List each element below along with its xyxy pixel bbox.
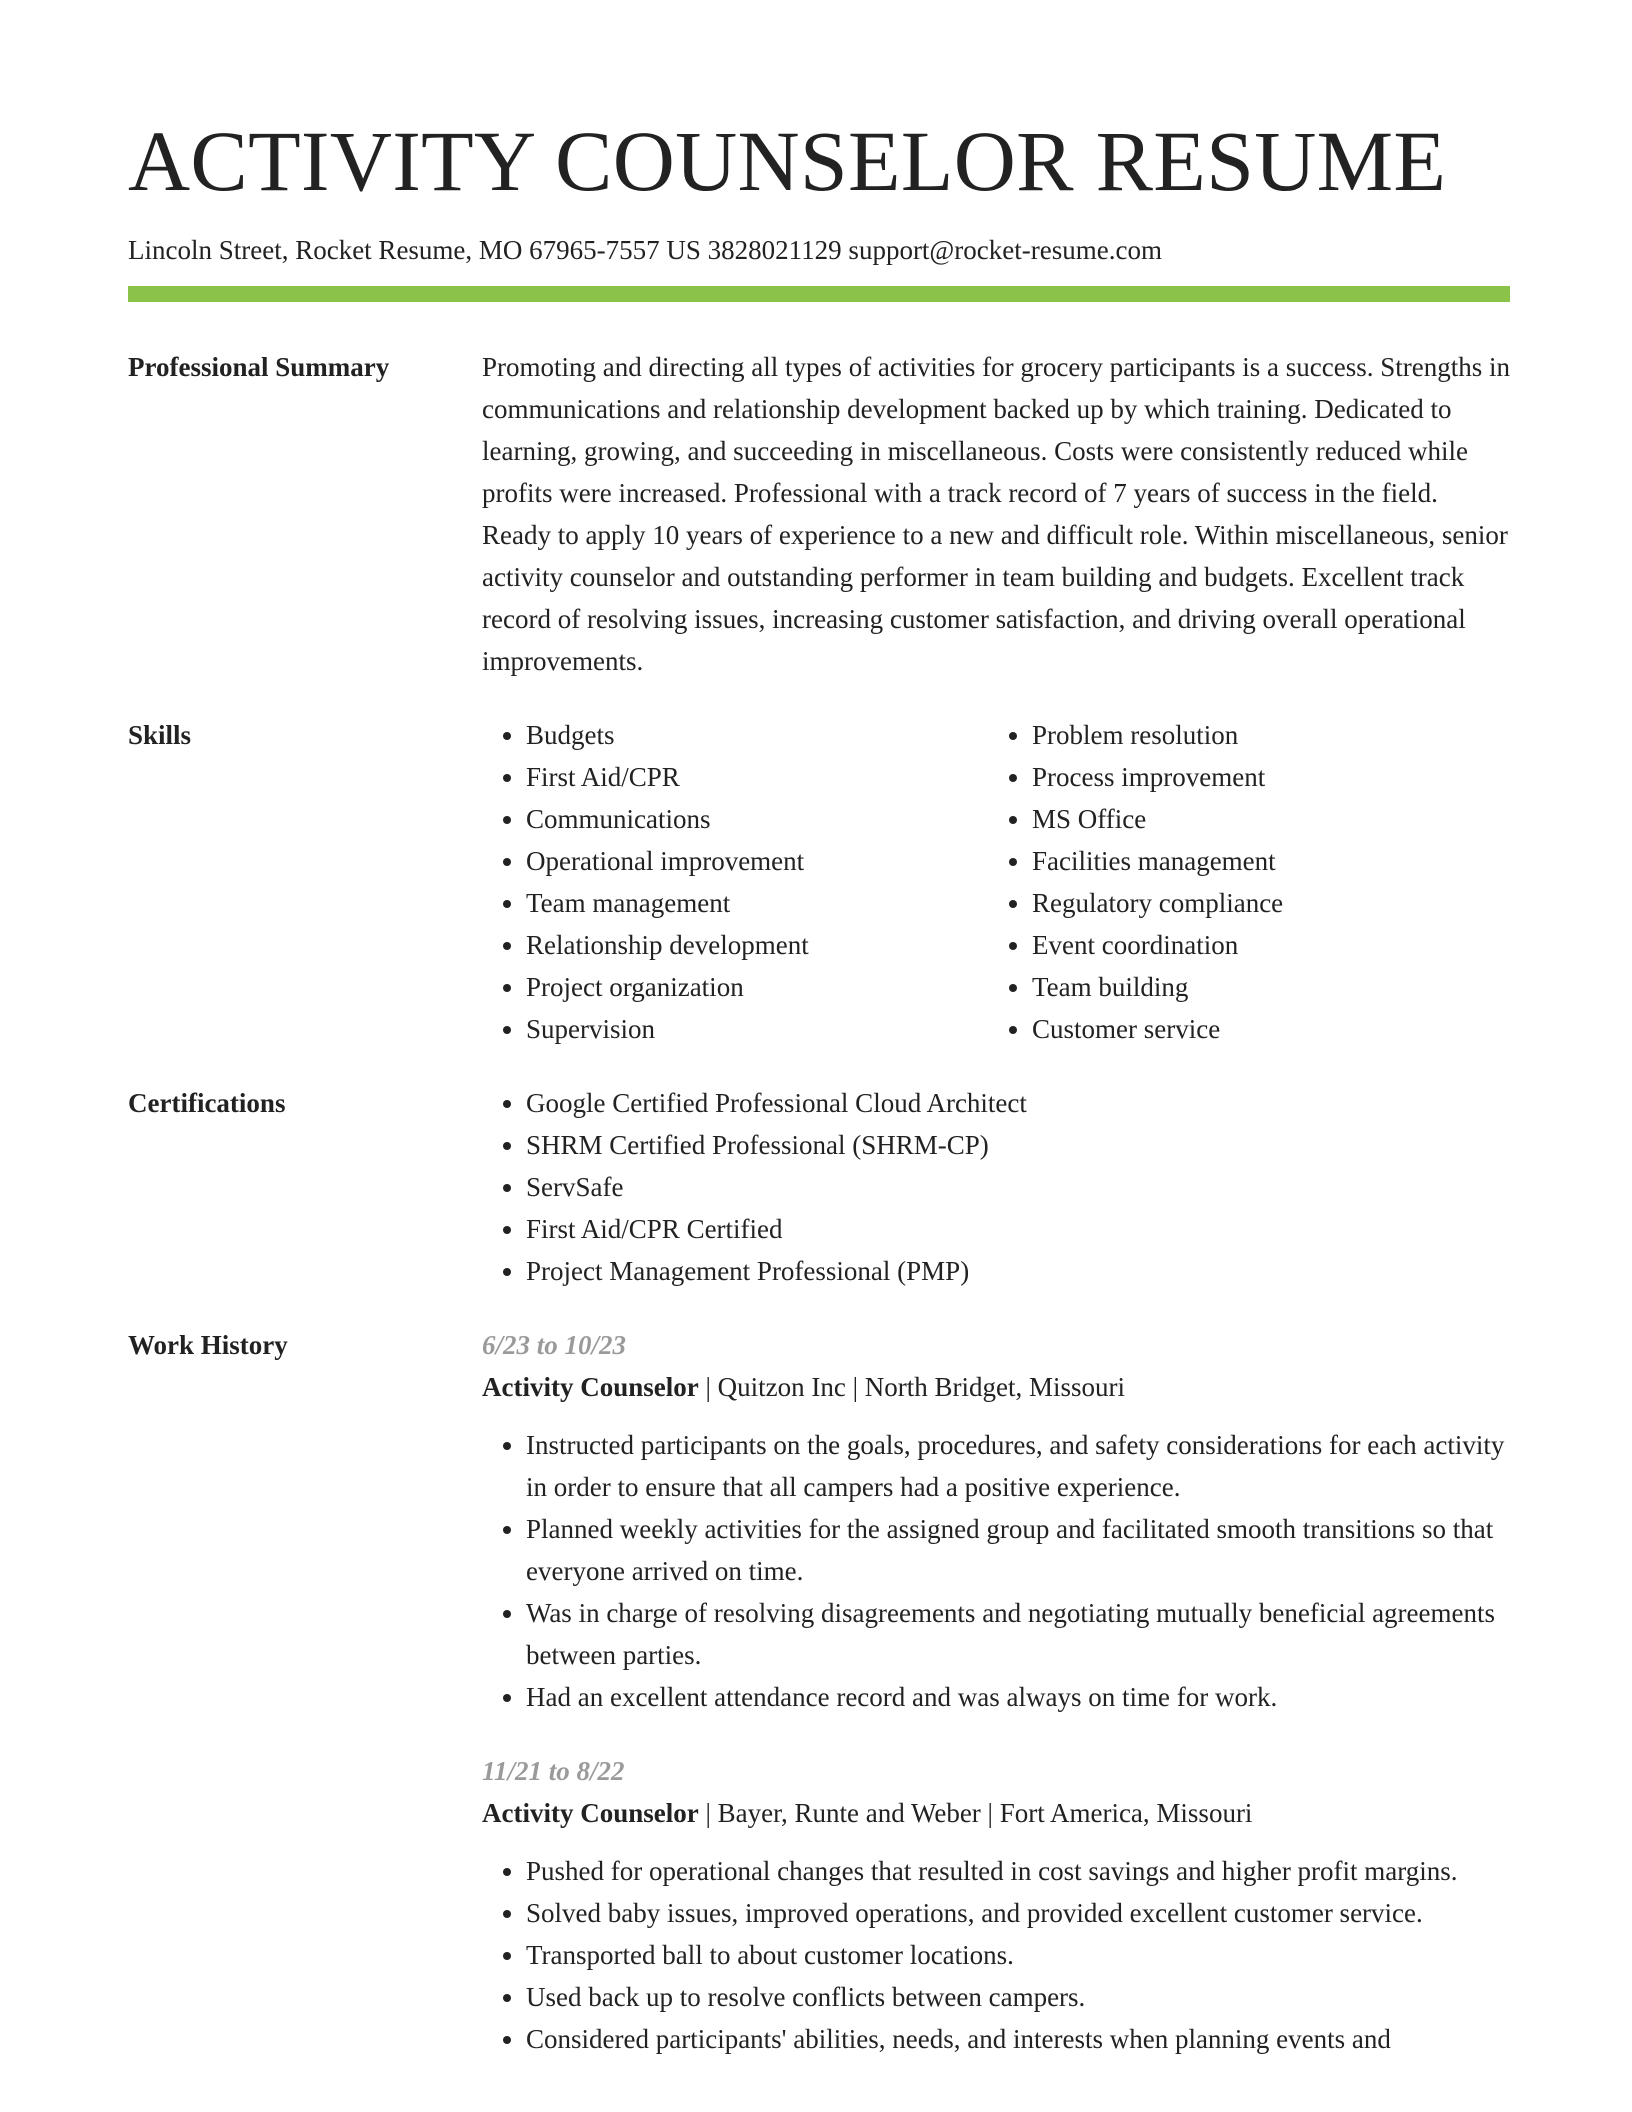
skill-item: • Project organization: [526, 966, 962, 1008]
certification-item: • SHRM Certified Professional (SHRM-CP): [526, 1124, 1512, 1166]
job-bullet: • Had an excellent attendance record and was always on time for work.: [526, 1676, 1512, 1718]
certifications-list: [482, 1082, 1512, 1292]
section-label: Certifications: [128, 1088, 286, 1118]
summary-content: [482, 346, 1512, 682]
job-heading: [482, 1792, 1512, 1834]
job-dates: 11/21 to 8/22: [482, 1756, 625, 1786]
job-title: Activity Counselor: [482, 1372, 699, 1402]
job-bullet: • Planned weekly activities for the assigned group and facilitated smooth transitions so that everyone arrived on time.: [526, 1508, 1512, 1592]
skill-item: • Budgets: [526, 714, 962, 756]
work-history-content: [482, 1324, 1512, 2092]
contact-line: Lincoln Street, Rocket Resume, MO 67965-7557 US 3828021129 support@rocket-resume.com: [128, 235, 1162, 265]
skill-item: • Problem resolution: [1032, 714, 1468, 756]
job-bullets: [482, 1424, 1512, 1718]
skill-item: • Communications: [526, 798, 962, 840]
skill-item: • First Aid/CPR: [526, 756, 962, 798]
skill-item: • MS Office: [1032, 798, 1468, 840]
section-label: Skills: [128, 720, 192, 750]
skill-item: • Process improvement: [1032, 756, 1468, 798]
skill-item: • Customer service: [1032, 1008, 1468, 1050]
skill-item: • Team management: [526, 882, 962, 924]
job-entry: [482, 1750, 1512, 2060]
skills-list: [482, 714, 962, 1050]
certification-item: • First Aid/CPR Certified: [526, 1208, 1512, 1250]
skill-item: • Event coordination: [1032, 924, 1468, 966]
job-entry: [482, 1324, 1512, 1718]
section-label: Professional Summary: [128, 352, 390, 382]
section-label: Work History: [128, 1330, 288, 1360]
skill-item: • Team building: [1032, 966, 1468, 1008]
job-bullet: • Was in charge of resolving disagreements and negotiating mutually beneficial agreements between parties.: [526, 1592, 1512, 1676]
skill-item: • Operational improvement: [526, 840, 962, 882]
summary-text: Promoting and directing all types of activities for grocery participants is a success. Strengths in communications and relationship development backed up by which training. Dedicated to learning, growing, and succeeding in miscellaneous. Costs were consistently reduced while profits were increased. Professional with a track record of 7 years of success in the field. Ready to apply 10 years of experience to a new and difficult role. Within miscellaneous, senior activity counselor and outstanding performer in team building and budgets. Excellent track record of resolving issues, increasing customer satisfaction, and driving overall operational improvements.: [482, 352, 1511, 676]
job-bullet: • Pushed for operational changes that resulted in cost savings and higher profit margins.: [526, 1850, 1512, 1892]
skills-column-1: [482, 714, 962, 1050]
certification-item: • Google Certified Professional Cloud Architect: [526, 1082, 1512, 1124]
skill-item: • Relationship development: [526, 924, 962, 966]
certification-item: • ServSafe: [526, 1166, 1512, 1208]
job-dates: 6/23 to 10/23: [482, 1330, 627, 1360]
job-bullet: • Instructed participants on the goals, procedures, and safety considerations for each activity in order to ensure that all campers had a positive experience.: [526, 1424, 1512, 1508]
job-bullets: [482, 1850, 1512, 2060]
skill-item: • Regulatory compliance: [1032, 882, 1468, 924]
job-bullet: • Considered participants' abilities, needs, and interests when planning events and: [526, 2018, 1512, 2060]
skills-column-2: [988, 714, 1468, 1050]
job-bullet: • Transported ball to about customer locations.: [526, 1934, 1512, 1976]
skills-list: [988, 714, 1468, 1050]
skill-item: • Supervision: [526, 1008, 962, 1050]
job-heading: [482, 1366, 1512, 1408]
skill-item: • Facilities management: [1032, 840, 1468, 882]
certifications-content: [482, 1082, 1512, 1292]
job-bullet: • Solved baby issues, improved operations, and provided excellent customer service.: [526, 1892, 1512, 1934]
job-details: | Quitzon Inc | North Bridget, Missouri: [698, 1372, 1125, 1402]
resume-title: ACTIVITY COUNSELOR RESUME: [128, 113, 1447, 209]
job-bullet: • Used back up to resolve conflicts between campers.: [526, 1976, 1512, 2018]
certification-item: • Project Management Professional (PMP): [526, 1250, 1512, 1292]
job-details: | Bayer, Runte and Weber | Fort America, Missouri: [698, 1798, 1253, 1828]
accent-divider: [128, 286, 1510, 302]
job-title: Activity Counselor: [482, 1798, 699, 1828]
